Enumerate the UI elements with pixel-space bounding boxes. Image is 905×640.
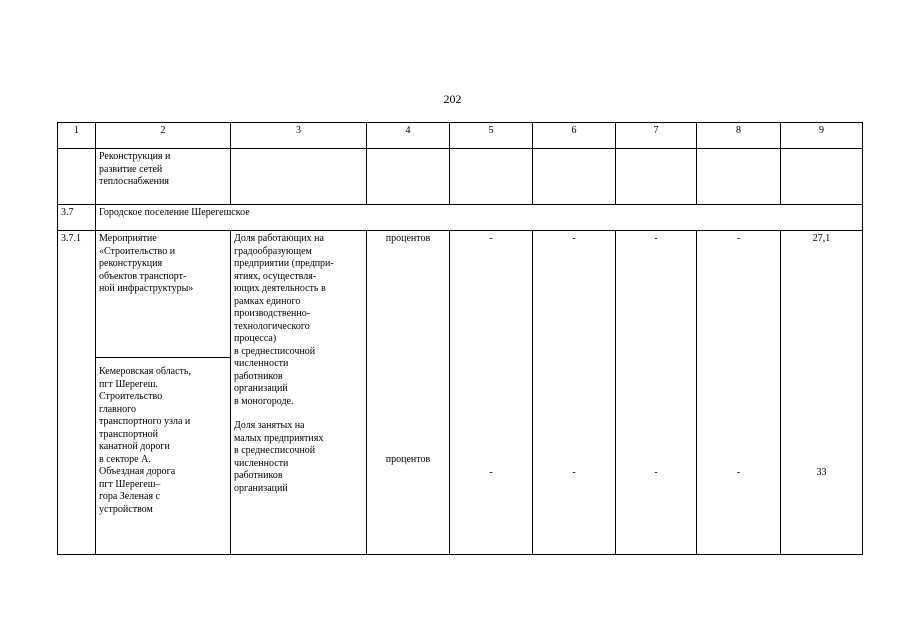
value-1: - — [572, 233, 576, 244]
value-cell — [697, 231, 781, 555]
table-cell — [450, 149, 533, 205]
indicator-1-text: Доля работающих на градообразующем предприятии (предпри- ятиях, осуществля- ющих деятельность в рамках единого производственно- технологического процесса) в среднесписочной численности работников организаций в моногороде. — [234, 233, 334, 407]
section-title: Городское поселение Шерегешское — [96, 205, 863, 231]
value-cell — [781, 231, 863, 555]
table-cell — [533, 149, 616, 205]
project-text: Кемеровская область, пгт Шерегеш. Строительство главного транспортного узла и транспортной канатной дороги в секторе А. Объездная дорога пгт Шерегеш– гора Зеленая с устройством — [96, 358, 231, 555]
value-2: - — [654, 466, 658, 478]
unit-2: процентов — [385, 453, 431, 465]
unit-cell — [367, 231, 450, 555]
header-cell: 7 — [616, 123, 697, 149]
table-cell — [697, 149, 781, 205]
header-cell: 9 — [781, 123, 863, 149]
value-1: 27,1 — [812, 233, 831, 244]
value-cell — [450, 231, 533, 555]
value-cell — [533, 231, 616, 555]
event-text: Мероприятие «Строительство и реконструкция объектов транспорт- ной инфраструктуры» — [96, 231, 231, 358]
header-cell: 5 — [450, 123, 533, 149]
table-cell — [231, 149, 367, 205]
document-table — [57, 122, 863, 555]
indicator-2-text: Доля занятых на малых предприятиях в среднесписочной численности работников организаций — [234, 420, 324, 494]
table-row — [58, 149, 863, 205]
reconstruction-text: Реконструкция и развитие сетей теплоснабжения — [96, 149, 231, 205]
section-row — [58, 205, 863, 231]
value-2: - — [572, 466, 576, 478]
header-cell: 1 — [58, 123, 96, 149]
indicator-cell — [231, 231, 367, 555]
value-cell — [616, 231, 697, 555]
header-cell: 3 — [231, 123, 367, 149]
table-cell — [616, 149, 697, 205]
value-1: - — [654, 233, 658, 244]
page-number: 202 — [443, 92, 462, 106]
header-cell: 6 — [533, 123, 616, 149]
value-1: - — [736, 233, 741, 244]
value-2: 33 — [816, 466, 827, 478]
section-number: 3.7 — [58, 205, 96, 231]
table-header-row — [58, 123, 863, 149]
value-2: - — [489, 466, 493, 478]
table-cell — [367, 149, 450, 205]
header-cell: 2 — [96, 123, 231, 149]
table-row — [58, 231, 863, 358]
header-cell: 8 — [697, 123, 781, 149]
item-number: 3.7.1 — [58, 231, 96, 555]
table-cell — [58, 149, 96, 205]
value-1: - — [489, 233, 493, 244]
header-cell: 4 — [367, 123, 450, 149]
value-2: - — [736, 466, 741, 478]
table-cell — [781, 149, 863, 205]
unit-1: процентов — [385, 233, 431, 244]
